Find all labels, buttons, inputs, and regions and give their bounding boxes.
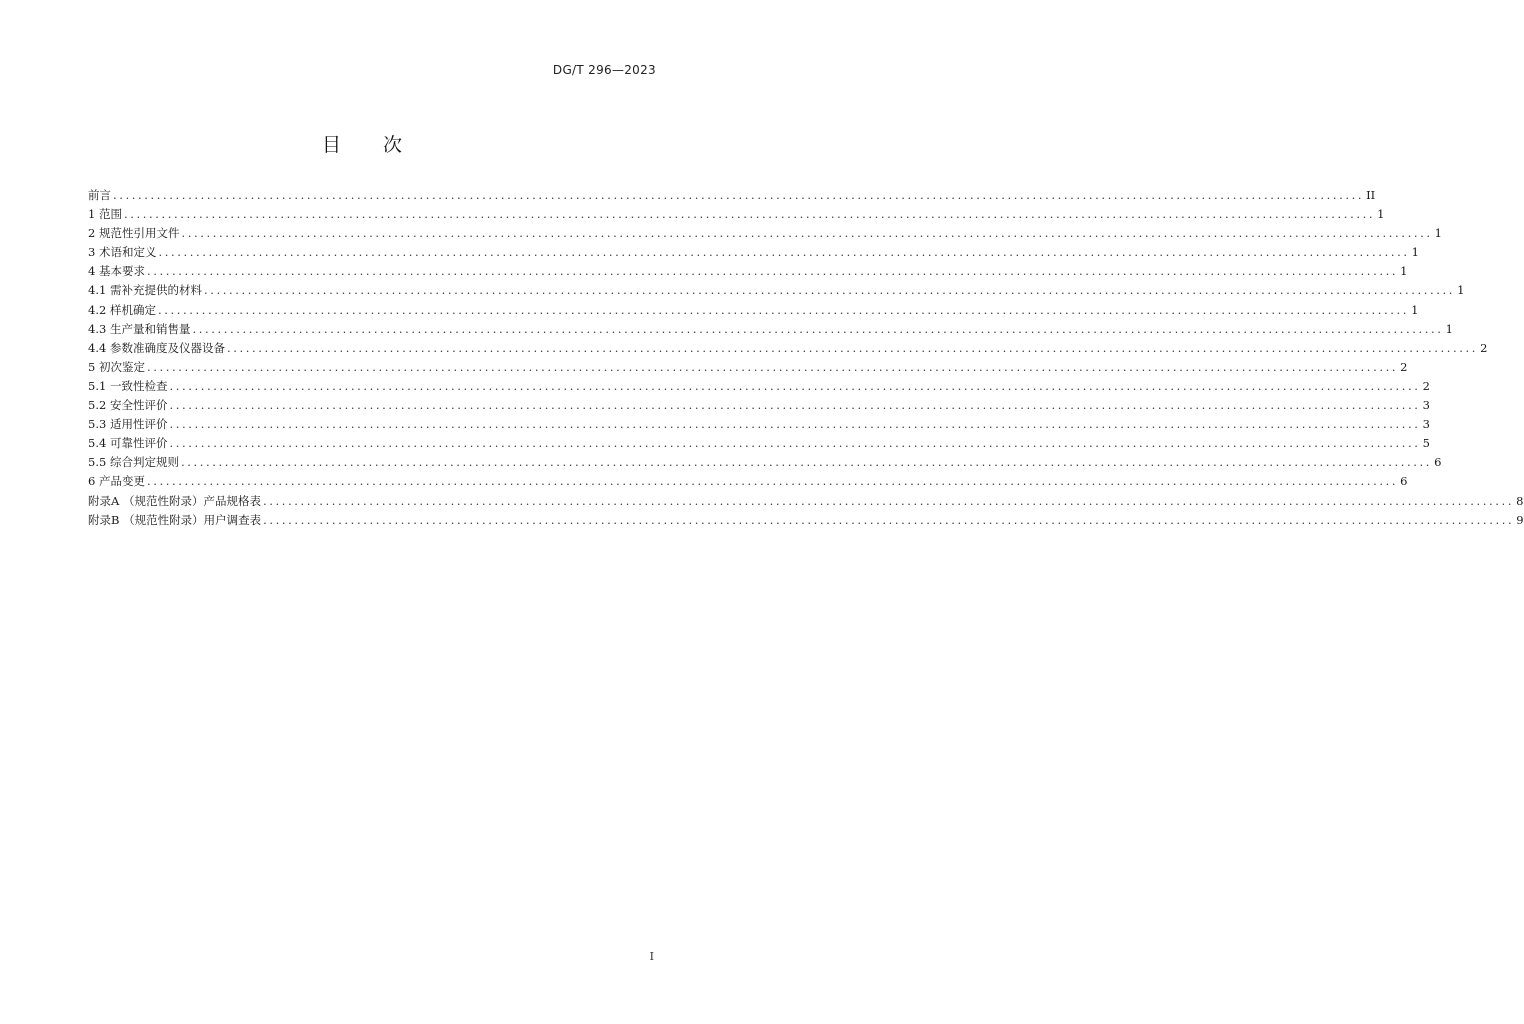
toc-entry-page: 5 (1422, 436, 1430, 451)
toc-entry-label: 5.1 一致性检查 (88, 378, 168, 393)
toc-entry-label: 5.2 安全性评价 (88, 398, 168, 413)
toc-entry-label: 4.2 样机确定 (88, 302, 156, 317)
toc-entry[interactable] (88, 377, 1430, 396)
toc-entry-label: 2 规范性引用文件 (88, 226, 180, 241)
toc-entry[interactable] (88, 320, 1453, 339)
toc-entry-label: 4.3 生产量和销售量 (88, 321, 191, 336)
toc-leader-dots: ........................................................................................................................................................................................................ (226, 340, 1479, 355)
toc-entry[interactable] (88, 224, 1442, 243)
toc-entry-label: 附录A （规范性附录）产品规格表 (88, 493, 261, 508)
toc-leader-dots: ........................................................................................................................................................................................................ (146, 359, 1399, 374)
toc-entry[interactable] (88, 358, 1408, 377)
title-char-2: 次 (383, 134, 403, 156)
table-of-contents (88, 186, 1524, 530)
toc-entry-page: 2 (1480, 340, 1488, 355)
toc-leader-dots: ........................................................................................................................................................................................................ (263, 512, 1515, 527)
toc-leader-dots: ........................................................................................................................................................................................................ (158, 245, 1410, 260)
toc-entry-page: 1 (1400, 264, 1408, 279)
page-title (0, 130, 724, 157)
toc-leader-dots: ........................................................................................................................................................................................................ (169, 398, 1421, 413)
toc-entry-page: II (1366, 188, 1376, 202)
toc-entry[interactable] (88, 434, 1430, 453)
toc-entry-label: 4.4 参数准确度及仪器设备 (88, 340, 225, 355)
toc-entry-label: 5.4 可靠性评价 (88, 436, 168, 451)
toc-leader-dots: ........................................................................................................................................................................................................ (146, 474, 1399, 489)
toc-entry[interactable] (88, 396, 1430, 415)
toc-leader-dots: ........................................................................................................................................................................................................ (192, 321, 1444, 336)
toc-entry-label: 5.3 适用性评价 (88, 417, 168, 432)
title-char-1: 目 (321, 134, 341, 156)
toc-leader-dots: ........................................................................................................................................................................................................ (181, 226, 1433, 241)
toc-entry[interactable] (88, 262, 1408, 281)
toc-entry-page: 6 (1434, 455, 1442, 470)
toc-leader-dots: ........................................................................................................................................................................................................ (157, 302, 1410, 317)
toc-leader-dots: ........................................................................................................................................................................................................ (146, 264, 1399, 279)
toc-leader-dots: ........................................................................................................................................................................................................ (169, 417, 1421, 432)
toc-entry-label: 5.5 综合判定规则 (88, 455, 179, 470)
toc-entry-label: 前言 (88, 188, 111, 202)
toc-entry-page: 8 (1516, 493, 1524, 508)
toc-entry[interactable] (88, 492, 1524, 511)
toc-entry[interactable] (88, 186, 1376, 205)
toc-entry[interactable] (88, 415, 1430, 434)
toc-entry-page: 1 (1377, 207, 1385, 222)
toc-entry-label: 6 产品变更 (88, 474, 145, 489)
toc-leader-dots: ........................................................................................................................................................................................................ (203, 283, 1456, 298)
toc-entry[interactable] (88, 339, 1488, 358)
toc-entry-page: 2 (1422, 378, 1430, 393)
toc-entry-page: 3 (1422, 398, 1430, 413)
toc-entry-label: 5 初次鉴定 (88, 359, 145, 374)
toc-entry[interactable] (88, 205, 1385, 224)
toc-entry-page: 1 (1434, 226, 1442, 241)
toc-leader-dots: ........................................................................................................................................................................................................ (123, 207, 1376, 222)
toc-entry-page: 9 (1516, 512, 1524, 527)
toc-entry[interactable] (88, 243, 1419, 262)
toc-entry-label: 4 基本要求 (88, 264, 145, 279)
toc-entry-page: 1 (1411, 302, 1419, 317)
toc-entry-label: 附录B （规范性附录）用户调查表 (88, 512, 262, 527)
toc-entry[interactable] (88, 301, 1419, 320)
toc-entry-label: 1 范围 (88, 207, 122, 222)
toc-entry[interactable] (88, 453, 1442, 472)
toc-entry-page: 2 (1400, 359, 1408, 374)
toc-entry-label: 4.1 需补充提供的材料 (88, 283, 202, 298)
toc-entry-page: 6 (1400, 474, 1408, 489)
document-code: DG/T 296—2023 (552, 63, 656, 77)
toc-leader-dots: ........................................................................................................................................................................................................ (113, 188, 1365, 202)
toc-entry[interactable] (88, 281, 1465, 300)
toc-entry-page: 1 (1445, 321, 1453, 336)
toc-leader-dots: ........................................................................................................................................................................................................ (169, 436, 1421, 451)
toc-entry-page: 3 (1422, 417, 1430, 432)
toc-entry-label: 3 术语和定义 (88, 245, 157, 260)
toc-entry[interactable] (88, 472, 1408, 491)
toc-leader-dots: ........................................................................................................................................................................................................ (180, 455, 1433, 470)
toc-entry-page: 1 (1457, 283, 1465, 298)
toc-entry[interactable] (88, 511, 1524, 530)
toc-entry-page: 1 (1411, 245, 1419, 260)
toc-leader-dots: ........................................................................................................................................................................................................ (169, 378, 1421, 393)
toc-leader-dots: ........................................................................................................................................................................................................ (262, 493, 1515, 508)
page-number: I (649, 950, 654, 963)
